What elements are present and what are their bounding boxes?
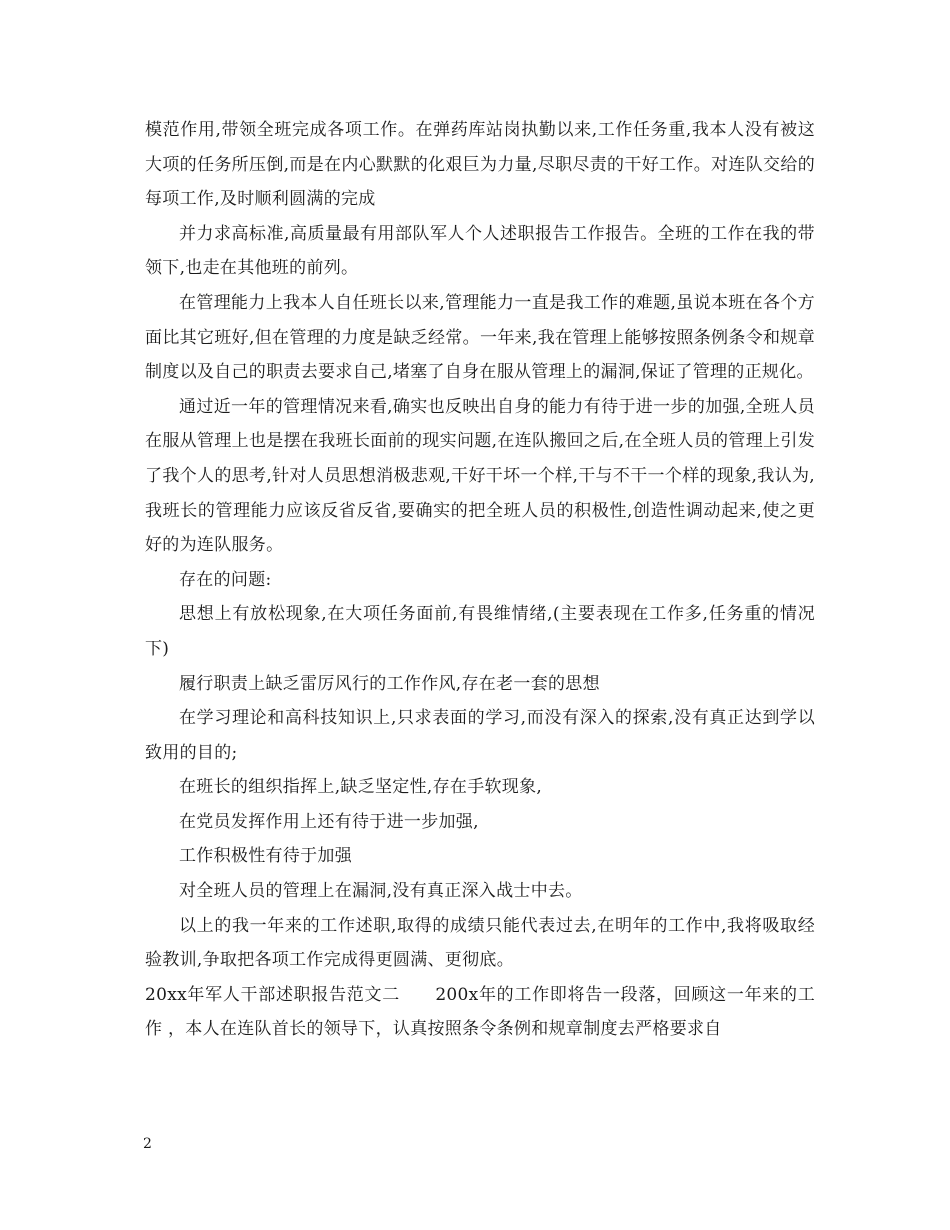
page-number: 2 (143, 1136, 152, 1152)
paragraph-8: 在学习理论和高科技知识上,只求表面的学习,而没有深入的探索,没有真正达到学以致用的目的; (145, 708, 815, 763)
paragraph-14: 20xx年军人干部述职报告范文二 200x年的工作即将告一段落，回顾这一年来的工作 ，本人在连队首长的领导下，认真按照条令条例和规章制度去严格要求自 (145, 984, 815, 1040)
paragraph-7: 履行职责上缺乏雷厉风行的工作作风,存在老一套的思想 (179, 673, 600, 694)
paragraph-12: 对全班人员的管理上在漏洞,没有真正深入战士中去。 (179, 881, 583, 902)
paragraph-10: 在党员发挥作用上还有待于进一步加强, (179, 811, 479, 832)
paragraph-13: 以上的我一年来的工作述职,取得的成绩只能代表过去,在明年的工作中,我将吸取经验教训,争取把各项工作完成得更圆满、更彻底。 (145, 915, 815, 971)
paragraph-9: 在班长的组织指挥上,缺乏坚定性,存在手软现象, (179, 777, 543, 798)
paragraph-2: 并力求高标准,高质量最有用部队军人个人述职报告工作报告。全班的工作在我的带领下,也走在其他班的前列。 (145, 223, 815, 279)
paragraph-1: 模范作用,带领全班完成各项工作。在弹药库站岗执勤以来,工作任务重,我本人没有被这大项的任务所压倒,而是在内心默默的化艰巨为力量,尽职尽责的干好工作。对连队交给的每项工作,及时顺利圆满的完成 (145, 120, 815, 210)
paragraph-4: 通过近一年的管理情况来看,确实也反映出自身的能力有待于进一步的加强,全班人员在服从管理上也是摆在我班长面前的现实问题,在连队搬回之后,在全班人员的管理上引发了我个人的思考,针对人员思想消极悲观,干好干坏一个样,干与不干一个样的现象,我认为,我班长的管理能力应该反省反省,要确实的把全班人员的积极性,创造性调动起来,使之更好的为连队服务。 (145, 396, 815, 556)
paragraph-11: 工作积极性有待于加强 (179, 846, 352, 867)
document-body (145, 113, 815, 1047)
paragraph-6: 思想上有放松现象,在大项任务面前,有畏维情绪,(主要表现在工作多,任务重的情况下) (145, 604, 815, 659)
paragraph-5: 存在的问题: (179, 569, 272, 590)
paragraph-3: 在管理能力上我本人自任班长以来,管理能力一直是我工作的难题,虽说本班在各个方面比其它班好,但在管理的力度是缺乏经常。一年来,我在管理上能够按照条例条令和规章制度以及自己的职责去要求自己,堵塞了自身在服从管理上的漏洞,保证了管理的正规化。 (145, 292, 815, 383)
